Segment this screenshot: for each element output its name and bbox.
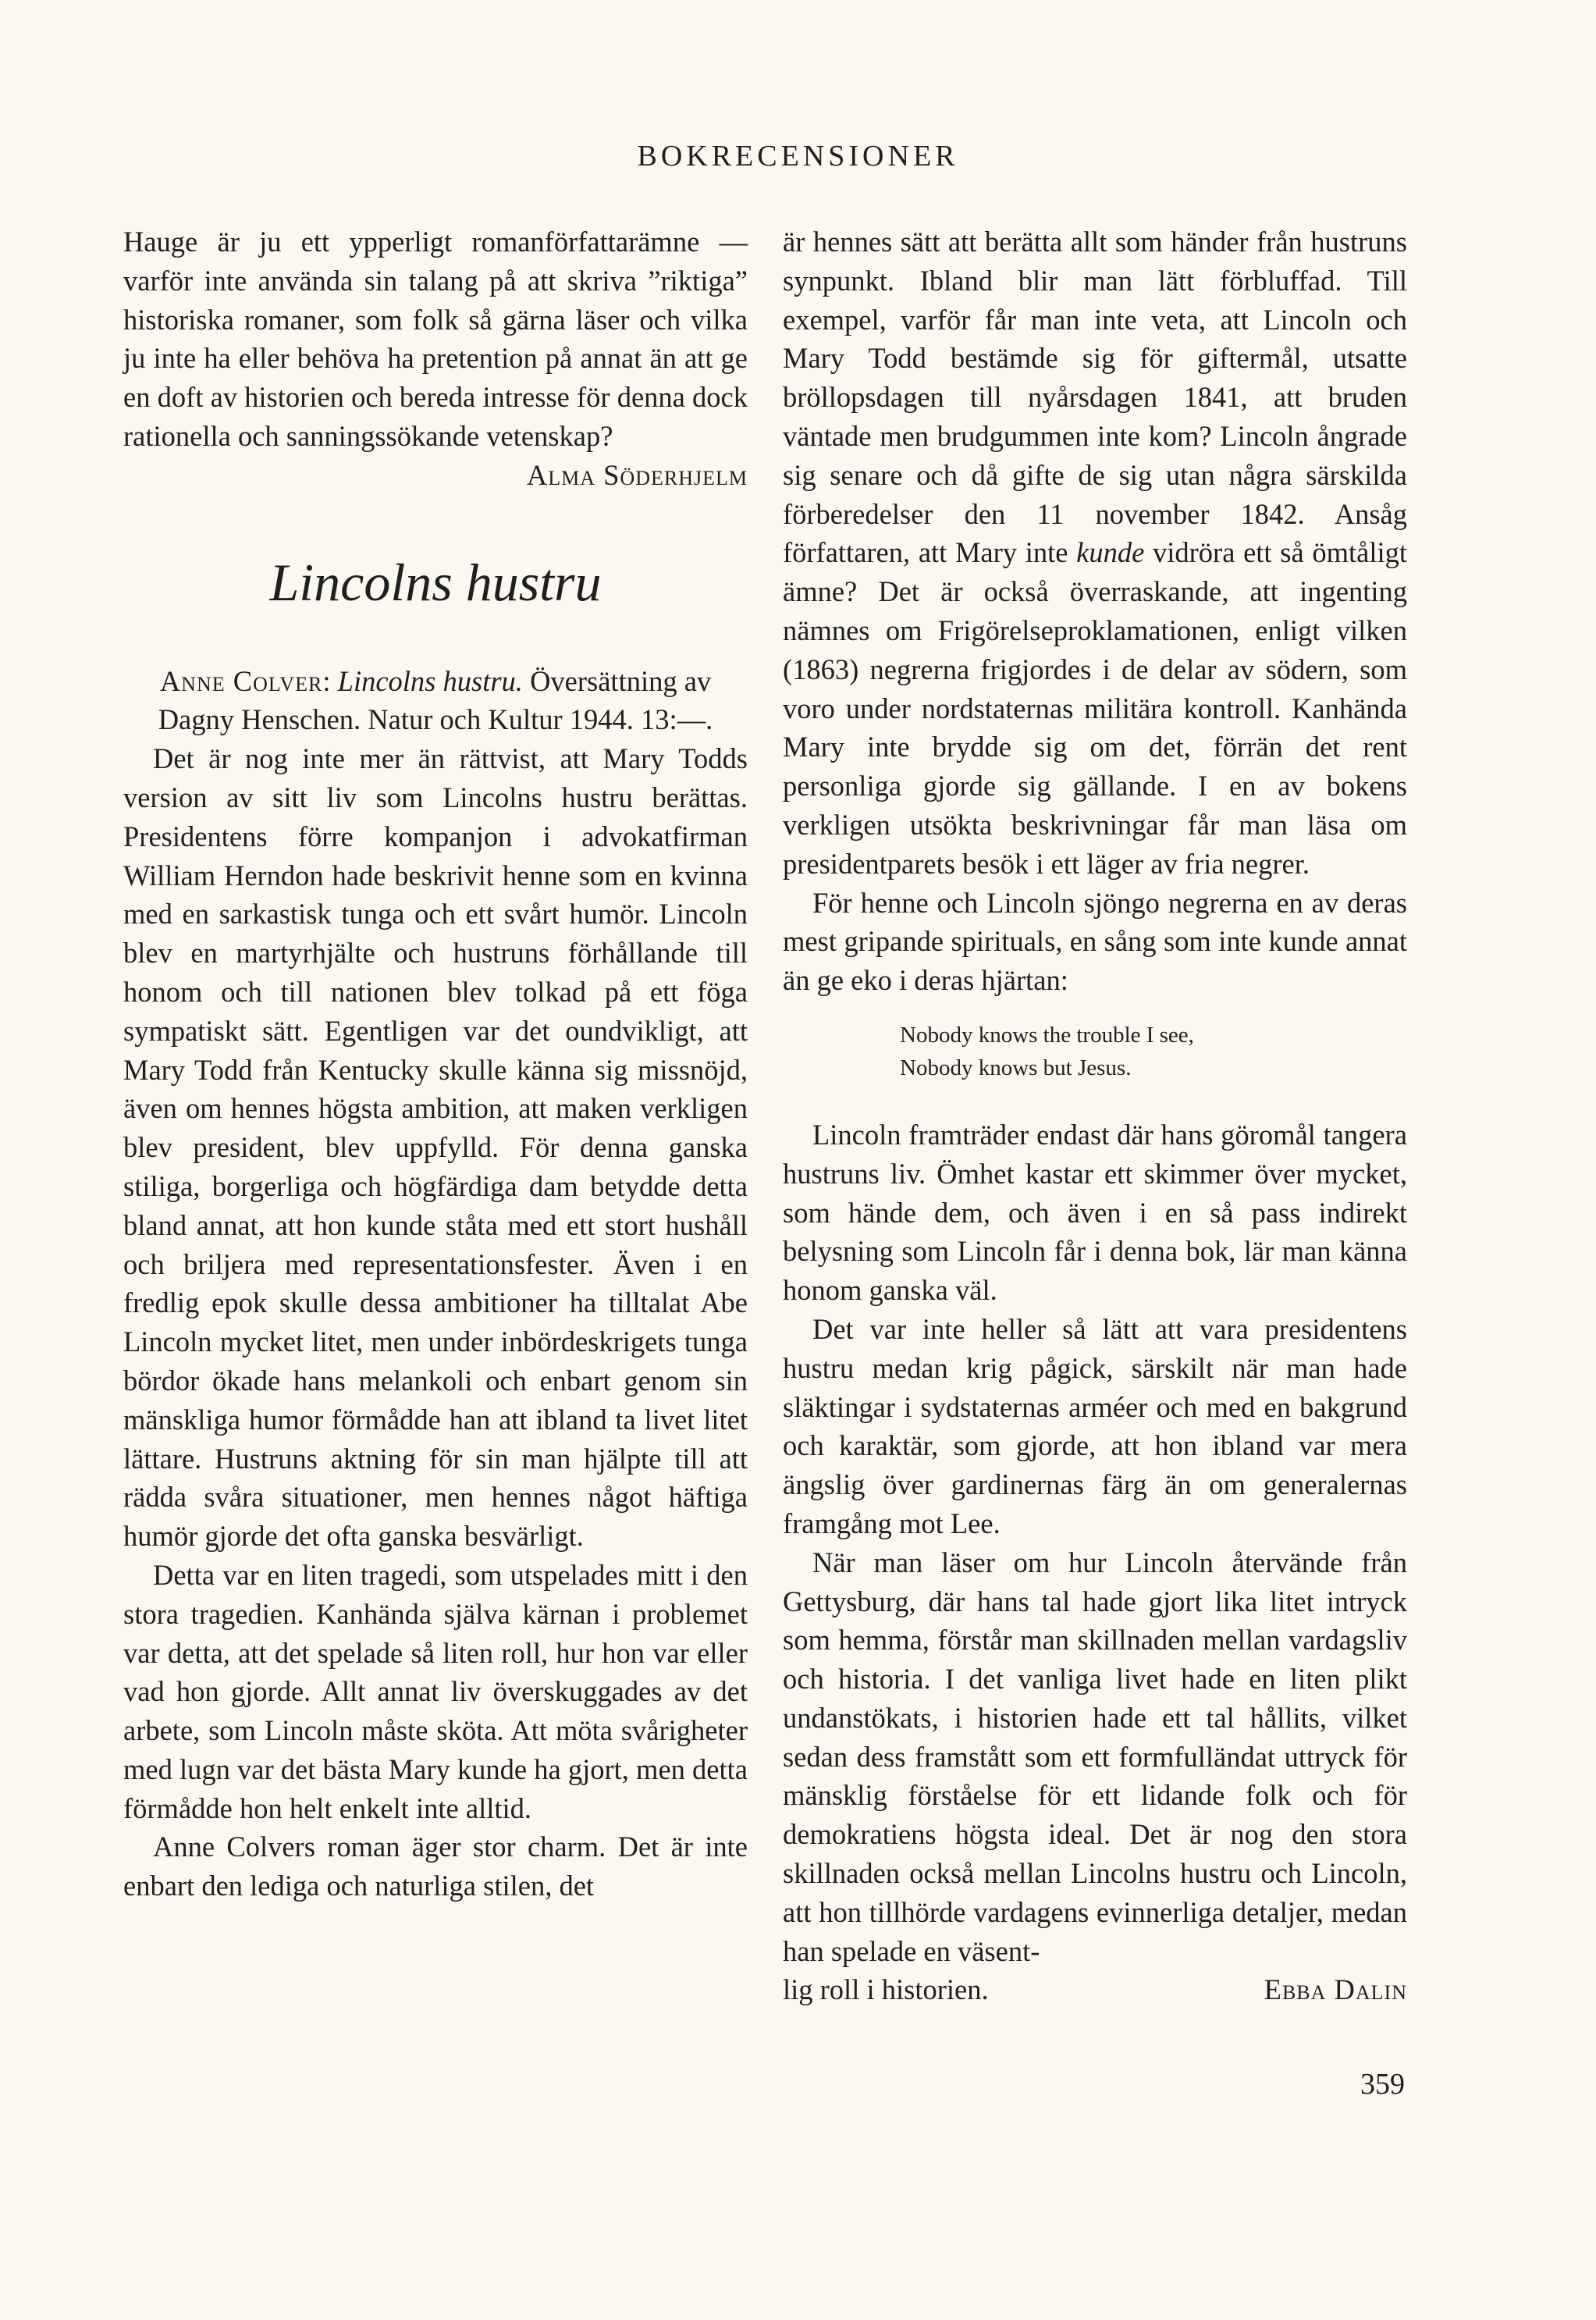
- biblio-separator: :: [322, 664, 338, 697]
- previous-review-ending: Hauge är ju ett ypperligt romanförfattarämne — varför inte använda sin talang på att skriva ”riktiga” historiska romaner, som folk så gärna läser och vilka ju inte ha eller behöva ha pretention på annat än att ge en doft av historien och bereda intresse för denna dock rationella och sanningssökande vetenskap?: [123, 226, 748, 452]
- verse-line: Nobody knows the trouble I see,: [900, 1022, 1194, 1048]
- emphasized-word: kunde: [1076, 536, 1145, 569]
- review-paragraph: Detta var en liten tragedi, som utspelades mitt i den stora tragedien. Kanhända själva kärnan i problemet var detta, att det spelade så liten roll, hur hon var eller vad hon gjorde. Allt annat liv överskuggades av det arbete, som Lincoln måste sköta. Att möta svårigheter med lugn var det bästa Mary kunde ha gjort, men detta förmådde hon helt enkelt inte alltid.: [123, 1558, 748, 1824]
- review-paragraph: När man läser om hur Lincoln återvände från Gettysburg, där hans tal hade gjort lika litet intryck som hemma, förstår man skillnaden mellan vardagsliv och historia. I det vanliga livet hade en liten plikt undanstökats, i historien hade ett tal hållits, vilket sedan dess framstått som ett formfulländat uttryck för mänsklig förståelse för ett lidande folk och för demokratiens högsta ideal. Det är nog den stora skillnaden också mellan Lincolns hustru och Lincoln, att hon tillhörde vardagens evinnerliga detaljer, medan han spelade en väsent-: [783, 1546, 1407, 1967]
- book-details: Översättning av Dagny Henschen. Natur och Kultur 1944. 13:—.: [158, 664, 713, 736]
- review-paragraph: Det är nog inte mer än rättvist, att Mary Todds version av sitt liv som Lincolns hustru berättas. Presidentens förre kompanjon i advokatfirman William Herndon hade beskrivit henne som en kvinna med en sarkastisk tunga och ett svårt humör. Lincoln blev en martyrhjälte och hustruns förhållande till honom och till nationen blev tolkad på ett föga sympatiskt sätt. Egentligen var det oundvikligt, att Mary Todd från Kentucky skulle känna sig missnöjd, även om hennes högsta ambition, att maken verkligen blev president, blev uppfylld. För denna ganska stiliga, borgerliga och högfärdiga dam betydde detta bland annat, att hon kunde ståta med ett stort hushåll och briljera med representationsfester. Även i en fredlig epok skulle dessa ambitioner ha tilltalat Abe Lincoln mycket litet, men under inbördeskrigets tunga bördor ökade hans melankoli och enbart genom sin mänskliga humor förmådde han att ibland ta livet litet lättare. Hustruns aktning för sin man hjälpte till att rädda svåra situationer, men hennes något häftiga humör gjorde det ofta ganska besvärligt.: [123, 742, 748, 1553]
- review-title: Lincolns hustru: [269, 552, 602, 612]
- book-author: Anne Colver: [159, 664, 323, 697]
- left-column: [123, 222, 748, 1905]
- review-paragraph: För henne och Lincoln sjöngo negrerna en av deras mest gripande spirituals, en sång som inte kunde annat än ge eko i deras hjärtan:: [783, 886, 1407, 997]
- closing-line: [783, 1970, 1407, 2009]
- text-run: är hennes sätt att berätta allt som händer från hustruns synpunkt. Ibland blir man lätt förbluffad. Till exempel, varför får man inte veta, att Lincoln och Mary Todd bestämde sig för giftermål, utsatte bröllopsdagen till nyårsdagen 1841, att bruden väntade men brudgummen inte kom? Lincoln ångrade sig senare och då gifte de sig utan några särskilda förberedelser den 11 november 1842. Ansåg författaren, att Mary inte: [783, 226, 1407, 569]
- review-paragraph: [783, 222, 1407, 884]
- closing-text: lig roll i historien.: [783, 1973, 989, 2006]
- song-quote: [900, 1019, 1407, 1084]
- book-title: Lincolns hustru.: [337, 664, 523, 697]
- running-header: BOKRECENSIONER: [637, 140, 959, 173]
- review-paragraph: Det var inte heller så lätt att vara presidentens hustru medan krig pågick, särskilt när man hade släktingar i sydstaternas arméer och med en bakgrund och karaktär, som gjorde, att hon ibland var mera ängslig över gardinernas färg än om generalernas framgång mot Lee.: [783, 1312, 1407, 1539]
- right-column: [783, 222, 1407, 2009]
- review-signature: Ebba Dalin: [1264, 1973, 1407, 2006]
- text-run: vidröra ett så ömtåligt ämne? Det är också överraskande, att ingenting nämnes om Frigörelseproklamationen, enligt vilken (1863) negrerna frigjordes i de delar av södern, som voro under nordstaternas militära kontroll. Kanhända Mary inte brydde sig om det, förrän det rent personliga gjorde sig gällande. I en av bokens verkligen utsökta beskrivningar får man läsa om presidentparets besök i ett läger av fria negrer.: [783, 536, 1407, 880]
- verse-line: Nobody knows but Jesus.: [900, 1055, 1132, 1080]
- bibliographic-entry: [123, 662, 748, 740]
- previous-review-signature: Alma Söderhjelm: [526, 458, 748, 491]
- review-paragraph: Anne Colvers roman äger stor charm. Det är inte enbart den lediga och naturliga stilen, det: [123, 1831, 748, 1902]
- review-paragraph: Lincoln framträder endast där hans göromål tangera hustruns liv. Ömhet kastar ett skimmer över mycket, som hände dem, och även i en så pass indirekt belysning som Lincoln får i denna bok, lär man känna honom ganska väl.: [783, 1118, 1407, 1307]
- page-number: 359: [1360, 2068, 1405, 2101]
